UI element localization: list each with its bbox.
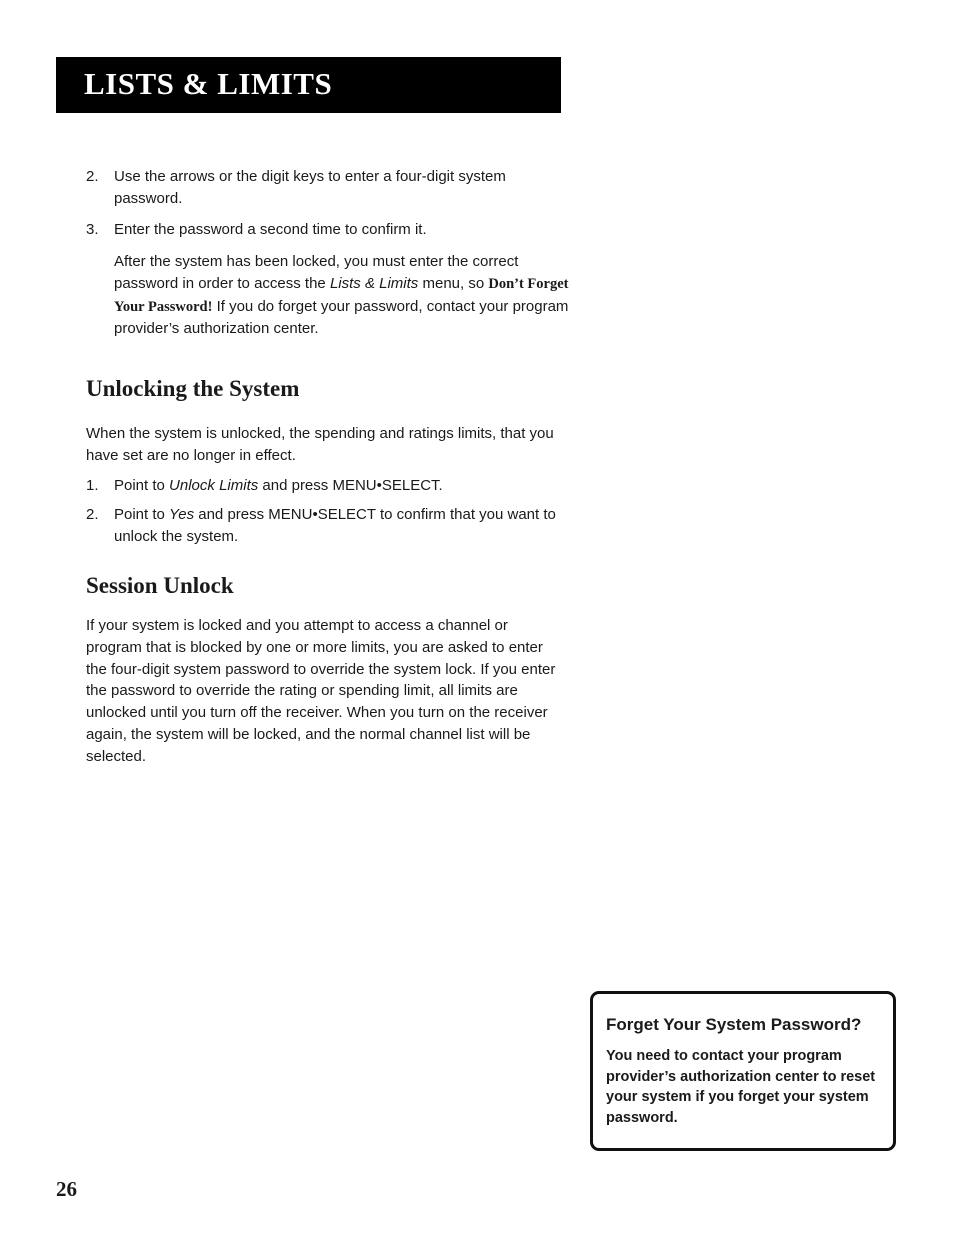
tip-box — [590, 991, 896, 1151]
unlock-steps-list — [86, 475, 564, 554]
list-item — [86, 475, 564, 497]
step-text: Enter the password a second time to confirm it. — [114, 220, 427, 238]
list-item — [86, 504, 564, 548]
session-unlock-text: If your system is locked and you attempt to access a channel or program that is blocked by one or more limits, you are asked to enter the four-digit system password to override the system lock. If you enter the password to override the rating or spending limit, all limits are unlocked until you turn off the receiver. When you turn on the receiver again, the system will be locked, and the normal channel list will be selected. — [86, 617, 556, 765]
step-number: 2. — [86, 168, 99, 185]
note-emphasis: Don’t Forget Your Password! — [114, 275, 569, 315]
list-item — [86, 166, 566, 210]
step-number: 1. — [86, 477, 99, 494]
password-steps-list — [86, 166, 566, 249]
section-title: LISTS & LIMITS — [84, 66, 333, 101]
unlocking-heading: Unlocking the System — [86, 376, 300, 401]
step-text: Point to — [114, 505, 170, 523]
tip-text: You need to contact your program provider’s authorization center to reset your system if you forget your system password. — [606, 1048, 876, 1126]
note-text: If you do forget your password, contact your program provider’s authorization center. — [114, 297, 569, 338]
section-header-bar — [56, 57, 561, 113]
menu-item-name: Unlock Limits — [169, 477, 259, 494]
step-text: Point to — [114, 477, 170, 494]
menu-item-name: Yes — [169, 505, 195, 523]
session-unlock-heading: Session Unlock — [86, 573, 234, 598]
unlocking-intro: When the system is unlocked, the spending and ratings limits, that you have set are no longer in effect. — [86, 425, 554, 464]
password-note — [114, 251, 569, 340]
list-item — [86, 219, 566, 241]
note-text: After the system has been locked, you must enter the correct password in order to access the — [114, 253, 519, 292]
note-text: menu, so — [418, 274, 489, 292]
tip-title: Forget Your System Password? — [606, 1015, 862, 1034]
step-text: and press MENU•SELECT to confirm that you want to unlock the system. — [114, 505, 556, 545]
menu-name: Lists & Limits — [329, 274, 419, 292]
step-text: Use the arrows or the digit keys to enter a four-digit system password. — [114, 168, 506, 207]
step-text: and press MENU•SELECT. — [258, 477, 443, 494]
page-number: 26 — [56, 1177, 77, 1201]
step-number: 3. — [86, 220, 99, 238]
step-number: 2. — [86, 505, 99, 523]
